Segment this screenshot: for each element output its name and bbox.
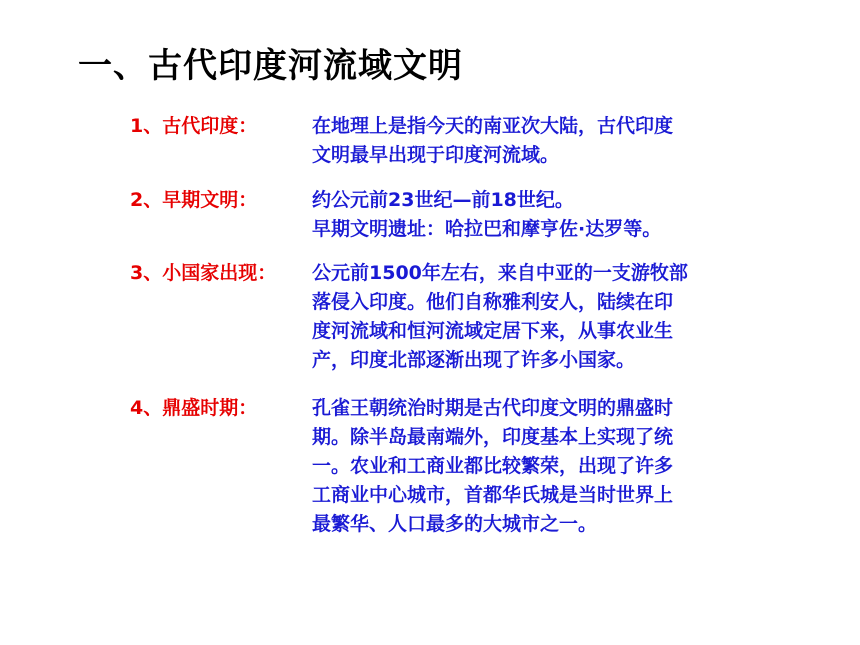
section-body <box>312 112 780 170</box>
section-label: 3、小国家出现： <box>130 262 277 284</box>
section-label: 2、早期文明： <box>130 189 258 211</box>
body-line: 一。农业和工商业都比较繁荣，出现了许多 <box>312 455 674 477</box>
section-body <box>312 394 780 539</box>
body-line: 孔雀王朝统治时期是古代印度文明的鼎盛时 <box>312 397 674 419</box>
slide-title: 一、古代印度河流域文明 <box>78 46 463 86</box>
section-body <box>312 259 780 375</box>
body-line: 期。除半岛最南端外，印度基本上实现了统 <box>312 426 674 448</box>
body-line: 落侵入印度。他们自称雅利安人，陆续在印 <box>312 291 674 313</box>
section-label: 4、鼎盛时期： <box>130 397 258 419</box>
body-line: 最繁华、人口最多的大城市之一。 <box>312 513 598 535</box>
body-line: 早期文明遗址：哈拉巴和摩亨佐·达罗等。 <box>312 218 662 240</box>
section-body <box>312 186 780 244</box>
body-line: 公元前1500年左右，来自中亚的一支游牧部 <box>312 262 688 284</box>
section-label: 1、古代印度： <box>130 115 258 137</box>
body-line: 度河流域和恒河流域定居下来，从事农业生 <box>312 320 674 342</box>
body-line: 文明最早出现于印度河流域。 <box>312 144 560 166</box>
body-line: 约公元前23世纪—前18世纪。 <box>312 189 574 211</box>
body-line: 在地理上是指今天的南亚次大陆，古代印度 <box>312 115 674 137</box>
body-line: 工商业中心城市，首都华氏城是当时世界上 <box>312 484 674 506</box>
body-line: 产，印度北部逐渐出现了许多小国家。 <box>312 349 636 371</box>
